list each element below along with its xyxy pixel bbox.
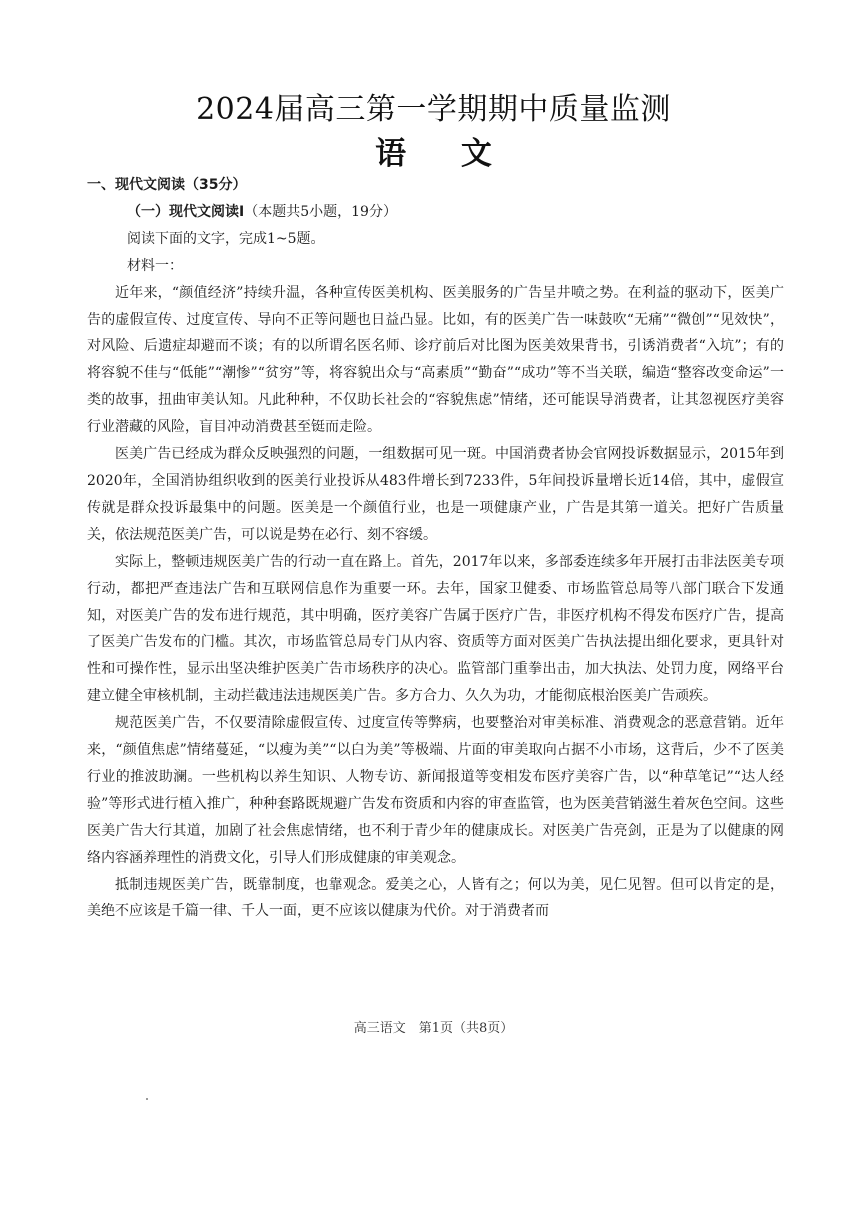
- subject-title: 语 文: [375, 136, 514, 172]
- exam-title: 2024届高三第一学期期中质量监测: [196, 92, 671, 127]
- paragraph-3: 实际上，整顿违规医美广告的行动一直在路上。首先，2017年以来，多部委连续多年开展打击非法医美专项行动，都把严查违法广告和互联网信息作为重要一环。去年，国家卫健委、市场监管总局等八部门联合下发通知，对医美广告的发布进行规范，其中明确，医疗美容广告属于医疗广告，非医疗机构不得发布医疗广告，提高了医美广告发布的门槛。其次，市场监管总局专门从内容、资质等方面对医美广告执法提出细化要求，更具针对性和可操作性，显示出坚决维护医美广告市场秩序的决心。监管部门重拳出击，加大执法、处罚力度，网络平台建立健全审核机制，主动拦截违法违规医美广告。多方合力、久久为功，才能彻底根治医美广告顽疾。: [87, 553, 784, 705]
- subsection-title: （一）现代文阅读Ⅰ: [127, 203, 245, 220]
- section-heading: 一、现代文阅读（35分）: [87, 177, 247, 193]
- exam-body: [87, 172, 784, 925]
- subsection-note: （本题共5小题，19分）: [244, 203, 397, 220]
- paragraph-2: 医美广告已经成为群众反映强烈的问题，一组数据可见一斑。中国消费者协会官网投诉数据显示，2015年到2020年，全国消协组织收到的医美行业投诉从483件增长到7233件，5年间投诉量增长近14倍，其中，虚假宣传就是群众投诉最集中的问题。医美是一个颜值行业，也是一项健康产业，广告是其第一道关。把好广告质量关，依法规范医美广告，可以说是势在必行、刻不容缓。: [87, 446, 784, 543]
- subsection-heading: [87, 199, 784, 226]
- paragraph-4: 规范医美广告，不仅要清除虚假宣传、过度宣传等弊病，也要整治对审美标准、消费观念的恶意营销。近年来，“颜值焦虑”情绪蔓延，“以瘦为美”“以白为美”等极端、片面的审美取向占据不小市场，这背后，少不了医美行业的推波助澜。一些机构以养生知识、人物专访、新闻报道等变相发布医疗美容广告，以“种草笔记”“达人经验”等形式进行植入推广，种种套路既规避广告发布资质和内容的审查监管，也为医美营销滋生着灰色空间。这些医美广告大行其道，加剧了社会焦虑情绪，也不利于青少年的健康成长。对医美广告亮剑，正是为了以健康的网络内容涵养理性的消费文化，引导人们形成健康的审美观念。: [87, 715, 784, 866]
- scan-speck: [146, 1098, 148, 1100]
- paragraph-5: 抵制违规医美广告，既靠制度，也靠观念。爱美之心，人皆有之；何以为美，见仁见智。但可以肯定的是，美绝不应该是千篇一律、千人一面，更不应该以健康为代价。对于消费者而: [87, 876, 784, 920]
- reading-instruction: 阅读下面的文字，完成1~5题。: [127, 230, 325, 247]
- paragraph-1: 近年来，“颜值经济”持续升温，各种宣传医美机构、医美服务的广告呈井喷之势。在利益的驱动下，医美广告的虚假宣传、过度宣传、导向不正等问题也日益凸显。比如，有的医美广告一味鼓吹“无痛”“微创”“见效快”，对风险、后遗症却避而不谈；有的以所谓名医名师、诊疗前后对比图为医美效果背书，引诱消费者“入坑”；有的将容貌不佳与“低能”“潮惨”“贫穷”等，将容貌出众与“高素质”“勤奋”“成功”等不当关联，编造“整容改变命运”一类的故事，扭曲审美认知。凡此种种，不仅助长社会的“容貌焦虑”情绪，还可能误导消费者，让其忽视医疗美容行业潜藏的风险，盲目冲动消费甚至铤而走险。: [87, 284, 784, 436]
- material-label: 材料一：: [127, 257, 183, 274]
- page-footer: 高三语文 第1页（共8页）: [353, 1021, 514, 1036]
